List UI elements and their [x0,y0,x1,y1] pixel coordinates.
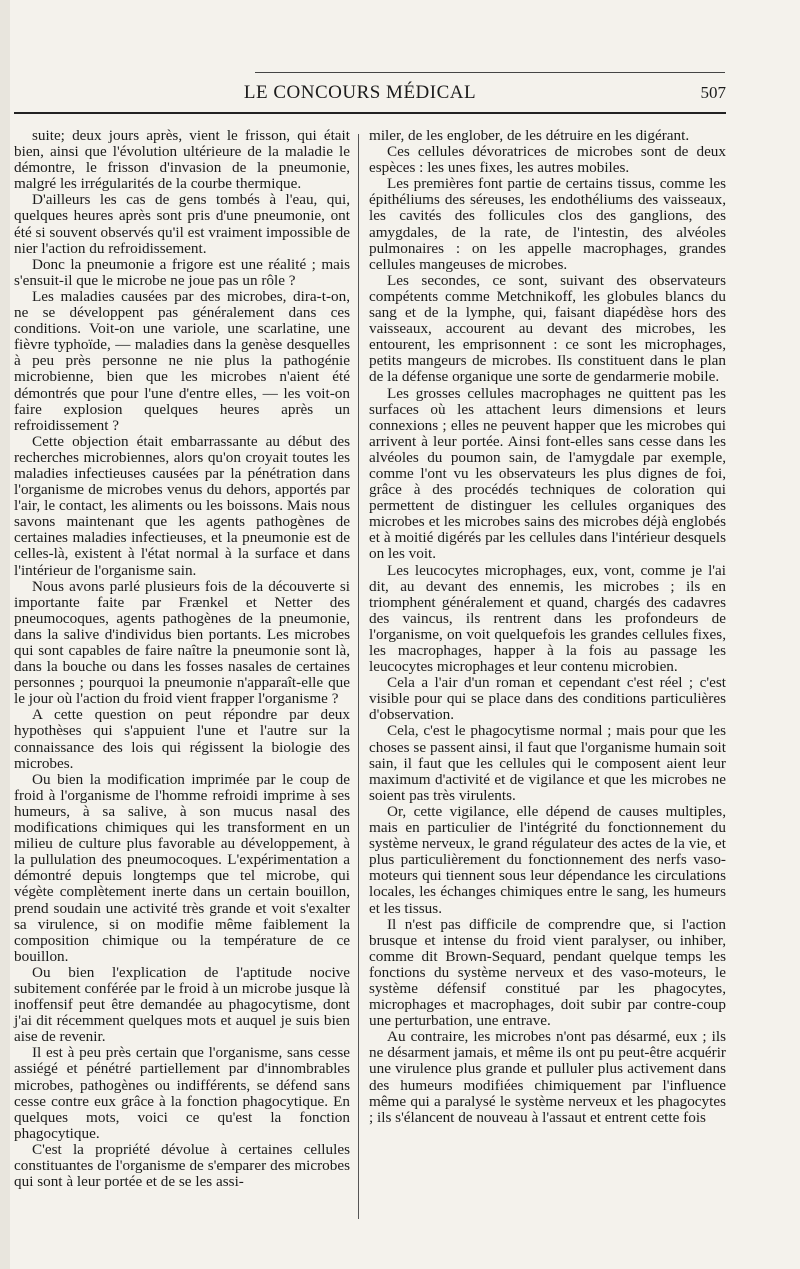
paragraph: miler, de les englober, de les détruire en les digérant. [369,127,690,144]
right-column [369,128,726,1126]
paragraph: Cela a l'air d'un roman et cependant c'est réel ; c'est visible pour qui se place dans des conditions particulières d'observation. [369,674,726,724]
paragraph: Il n'est pas difficile de comprendre que, si l'action brusque et intense du froid vient paralyser, ou inhiber, comme dit Brown-Sequard, pendant quelque temps les fonctions du système nerveux et des vaso-moteurs, le système défensif constitué par les phagocytes, microphages et macrophages, doit subir par contre-coup une perturbation, une entrave. [369,915,726,1030]
paragraph: Les grosses cellules macrophages ne quittent pas les surfaces où les attachent leurs dimensions et leurs connexions ; elles ne peuvent happer que les microbes qui arrivent à leur portée. Ainsi font-elles sans cesse dans les alvéoles du poumon sain, de l'amygdale par exemple, comme l'ont vu les observateurs les plus dignes de foi, grâce à des procédés techniques de coloration qui permettent de distinguer les cellules organiques des microbes et les microbes sains des microbes déjà englobés et à moitié digérés par les cellules dans l'intérieur desquels on les voit. [369,384,726,563]
paragraph: Or, cette vigilance, elle dépend de causes multiples, mais en particulier de l'intégrité du fonctionnement du système nerveux, le grand régulateur des actes de la vie, et plus particulièrement du fonctionnement des nerfs vaso-moteurs qui tiennent sous leur dépendance les circulations locales, les échanges chimiques entre le sang, les humeurs et les tissus. [369,802,726,917]
paragraph: Donc la pneumonie a frigore est une réalité ; mais s'ensuit-il que le microbe ne joue pas un rôle ? [14,255,350,289]
paragraph: Ces cellules dévoratrices de microbes sont de deux espèces : les unes fixes, les autres mobiles. [369,143,726,177]
paragraph: Les secondes, ce sont, suivant des observateurs compétents comme Metchnikoff, les globules blancs du sang et de la lymphe, qui, faisant diapédèse hors des vaisseaux, accourent au devant des microbes, les entourent, les emprisonnent : ce sont les microphages, petits mangeurs de microbes. Ils constituent dans le plan de la défense organique une sorte de gendarmerie mobile. [369,271,726,386]
paragraph: Au contraire, les microbes n'ont pas désarmé, eux ; ils ne désarment jamais, et même ils ont pu peut-être acquérir une virulence plus grande et pulluler plus activement dans des humeurs modifiées chimiquement par l'influence même qui a paralysé le système nerveux et les phagocytes ; ils s'élancent de nouveau à l'assaut et entrent cette fois [369,1028,726,1126]
paragraph: A cette question on peut répondre par deux hypothèses qui s'appuient l'une et l'autre sur la connaissance des lois qui régissent la biologie des microbes. [14,706,350,772]
paragraph: C'est la propriété dévolue à certaines cellules constituantes de l'organisme de s'emparer des microbes qui sont à leur portée et de se les assi- [14,1140,350,1191]
column-divider [358,134,359,1219]
paragraph: Nous avons parlé plusieurs fois de la découverte si importante faite par Frænkel et Netter des pneumocoques, agents pathogènes de la pneumonie, dans la salive d'individus bien portants. Les microbes qui sont capables de faire naître la pneumonie sont là, dans la bouche ou dans les fosses nasales de certaines personnes ; pourquoi la pneumonie n'apparaît-elle que le jour où l'action du froid vient frapper l'organisme ? [14,577,350,708]
paragraph: Les maladies causées par des microbes, dira-t-on, ne se développent pas généralement dans ces conditions. Voit-on une variole, une scarlatine, une fièvre typhoïde, — maladies dans la genèse desquelles à peu près personne ne nie plus la pathogénie microbienne, bien que les microbes n'aient été démontrés que pour l'une d'entre elles, — les voit-on faire explosion quelques heures après un refroidissement ? [14,287,350,434]
page-number: 507 [700,83,726,102]
paragraph: Cela, c'est le phagocytisme normal ; mais pour que les choses se passent ainsi, il faut que l'organisme humain soit sain, il faut que les cellules qui le composent aient leur maximum d'activité et de vigilance et que les microbes ne soient pas très virulents. [369,722,726,804]
binding-edge [0,0,10,1269]
paragraph: Les premières font partie de certains tissus, comme les épithéliums des séreuses, les endothéliums des vaisseaux, les cavités des follicules clos des ganglions, des amygdales, de la rate, de l'intestin, des alvéoles pulmonaires : on les appelle macrophages, grandes cellules mangeuses de microbes. [369,175,726,273]
paragraph: Cette objection était embarrassante au début des recherches microbiennes, alors qu'on croyait toutes les maladies infectieuses causées par la pénétration dans l'organisme de microbes venus du dehors, apportés par l'air, le contact, les aliments ou les boissons. Mais nous savons maintenant que les agents pathogènes de certaines maladies infectieuses, et la pneumonie est de celles-là, existent à l'état normal à la surface et dans l'intérieur de l'organisme sain. [14,432,350,579]
top-rule [255,72,725,73]
running-title: LE CONCOURS MÉDICAL [243,82,477,103]
paragraph: Ou bien la modification imprimée par le coup de froid à l'organisme de l'homme refroidi imprime à ses humeurs, à sa salive, à son mucus nasal des modifications chimiques qui les transforment en un milieu de culture plus favorable au développement, à la pullulation des pneumocoques. L'expérimentation a démontré depuis longtemps que tel microbe, qui végète complètement inerte dans un certain bouillon, prend soudain une activité très grande et voit s'exalter sa virulence, si on modifie même faiblement la composition chimique ou la température de ce bouillon. [14,770,350,965]
paragraph: suite; deux jours après, vient le frisson, qui était bien, ainsi que l'évolution ultérieure de la maladie le démontre, le frisson d'invasion de la pneumonie, malgré les irrégularités de la courbe thermique. [14,127,350,193]
paragraph: Les leucocytes microphages, eux, vont, comme je l'ai dit, au devant des ennemis, les microbes ; ils en triomphent généralement et quand, chargés des cadavres des vaincus, ils rentrent dans les profondeurs de l'organisme, on voit quelquefois les grandes cellules fixes, les macrophages, happer à la fois au passage les leucocytes microphages et leur contenu microbien. [369,561,726,676]
paragraph: D'ailleurs les cas de gens tombés à l'eau, qui, quelques heures après sont pris d'une pneumonie, ont été si souvent observés qu'il est vraiment impossible de nier l'action du refroidissement. [14,191,350,257]
left-column [14,128,350,1190]
header-rule [14,112,726,114]
paragraph: Il est à peu près certain que l'organisme, sans cesse assiégé et pénétré partiellement par d'innombrables microbes, pathogènes ou indifférents, se défend sans cesse contre eux grâce à la fonction phagocytique. En quelques mots, voici ce qu'est la fonction phagocytique. [14,1044,350,1142]
paragraph: Ou bien l'explication de l'aptitude nocive subitement conférée par le froid à un microbe jusque là inoffensif peut être demandée au phagocytisme, dont j'ai dit récemment quelques mots et auquel je suis bien aise de revenir. [14,963,350,1046]
